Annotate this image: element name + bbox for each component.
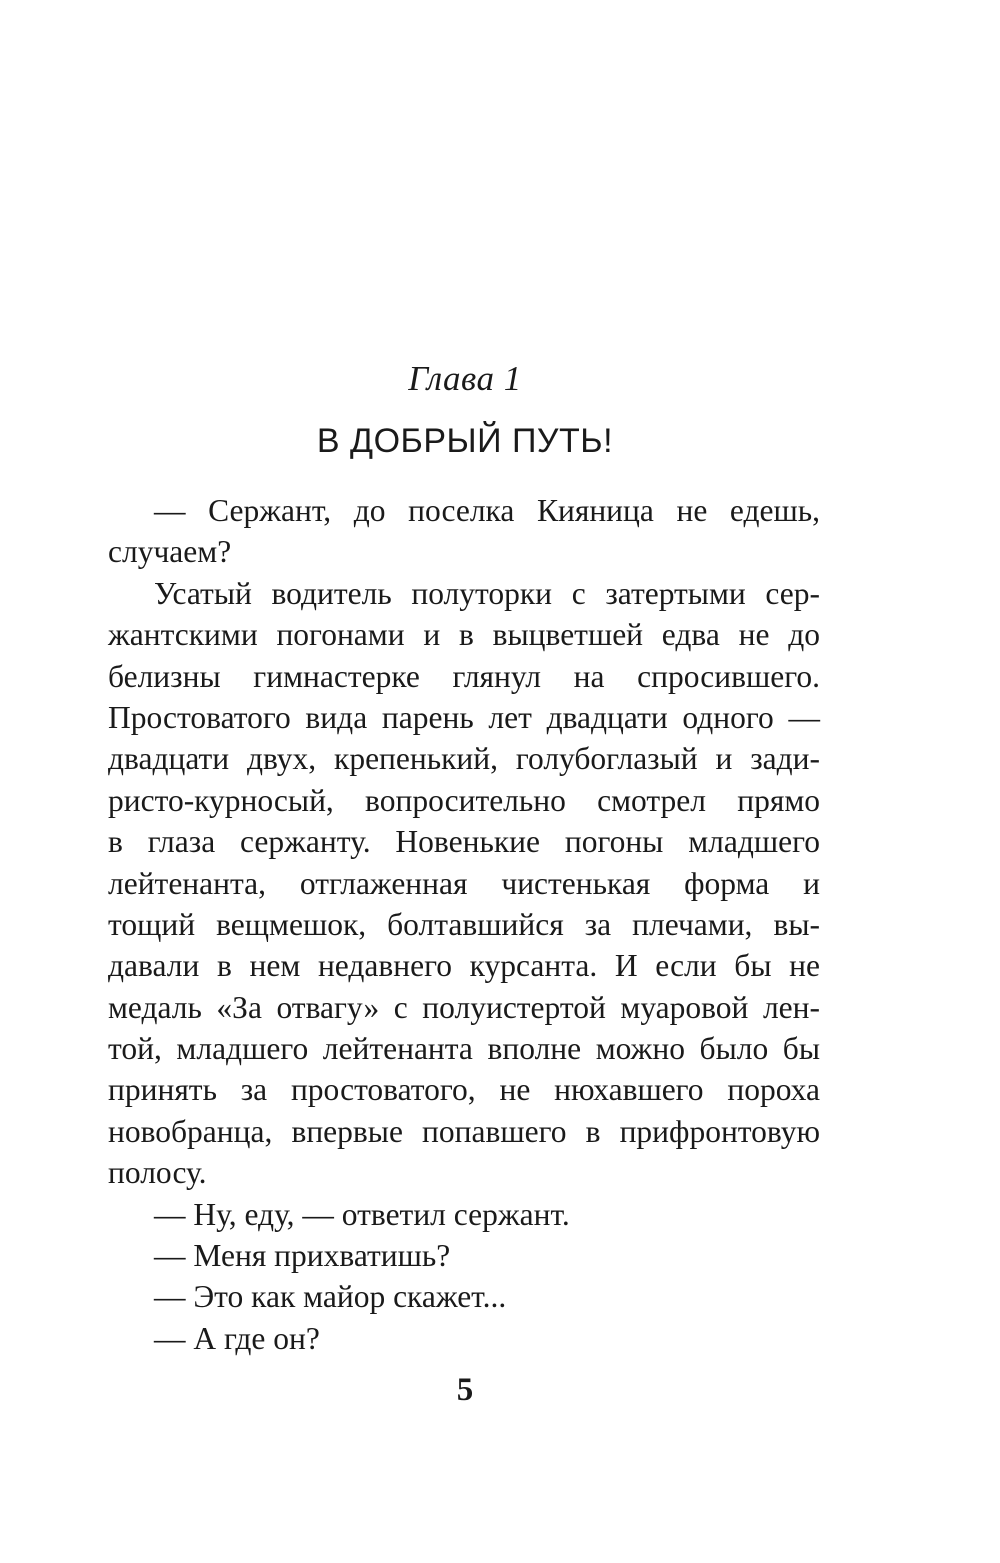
text-line: медаль «За отвагу» с полуистертой муаровой лен- [108,989,820,1025]
text-line: той, младшего лейтенанта вполне можно было бы [108,1031,820,1067]
text-line: белизны гимнастерке глянул на спросившего. [108,658,820,694]
text-line: давали в нем недавнего курсанта. И если бы не [108,948,820,984]
text-line: Усатый водитель полуторки с затертыми сер- [154,575,820,611]
text-line: — А где он? [154,1320,320,1356]
text-line: ристо-курносый, вопросительно смотрел прямо [108,782,820,818]
text-line: — Это как майор скажет... [154,1279,507,1315]
text-line: в глаза сержанту. Новенькие погоны младшего [108,824,820,860]
text-line: — Ну, еду, — ответил сержант. [154,1196,570,1232]
text-line: жантскими погонами и в выцветшей едва не до [108,617,820,653]
text-line: принять за простоватого, не нюхавшего пороха [108,1072,820,1108]
chapter-title: В ДОБРЫЙ ПУТЬ! [316,422,614,460]
page-number: 5 [456,1372,474,1408]
text-line: двадцати двух, крепенький, голубоглазый и зади- [108,741,820,777]
text-line: лейтенанта, отглаженная чистенькая форма и [108,865,820,901]
chapter-label: Глава 1 [408,359,522,398]
text-line: — Меня прихватишь? [154,1238,451,1274]
body-text [108,490,820,1359]
text-line: Простоватого вида парень лет двадцати одного — [108,699,820,735]
text-line: тощий вещмешок, болтавшийся за плечами, вы- [108,906,820,942]
text-line: полосу. [108,1155,207,1191]
text-line: новобранца, впервые попавшего в прифронтовую [108,1113,820,1149]
text-line: — Сержант, до поселка Кияница не едешь, [154,493,820,528]
text-line: случаем? [108,534,232,570]
